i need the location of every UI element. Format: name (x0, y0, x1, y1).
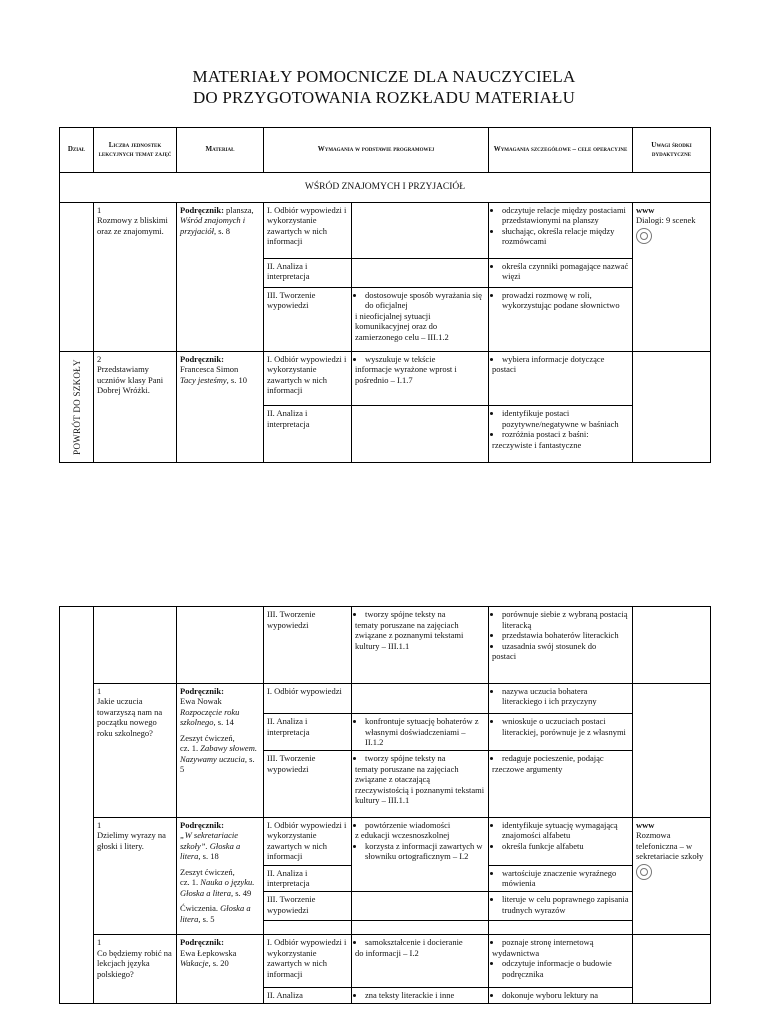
list-item: • identyfikuje postaci pozytywne/negatywne w baśniach (502, 408, 629, 429)
wym-podstawa (352, 714, 489, 751)
list-item: • powtórzenie wiadomości (365, 820, 485, 831)
list-item: • literuje w celu poprawnego zapisania trudnych wyrazów (502, 894, 629, 915)
lesson-cell (94, 351, 177, 462)
exercises-title: Głoska a litera (180, 903, 251, 924)
wym-podstawa (352, 892, 489, 921)
exercises-page: , s. 5 (198, 913, 215, 924)
wym-szczegolowe (489, 287, 633, 351)
list-item: • zna teksty literackie i inne (365, 990, 485, 1001)
wym-category: I. Odbiór wypowiedzi i wykorzystanie zawartych w nich informacji (264, 817, 352, 865)
list-item-cont: postaci (492, 364, 517, 375)
list-item: • tworzy spójne teksty na (365, 753, 485, 764)
header-row (60, 128, 711, 173)
exercises-label: Ćwiczenia. (180, 903, 218, 914)
lesson-number: 1 (97, 204, 102, 215)
wym-szczegolowe (489, 935, 633, 988)
table-row (60, 607, 711, 684)
list-item: • uzasadnia swój stosunek do (502, 641, 629, 652)
wym-category: II. Analiza i interpretacja (264, 714, 352, 751)
table-row (60, 683, 711, 714)
workbook-title: Nauka o języku. Głoska a litera (180, 877, 255, 898)
header-wymagania-szczegolowe: Wymagania szczegółowe – cele operacyjne (489, 128, 633, 173)
header-material: Materiał (177, 128, 264, 173)
list-item: • określa funkcje alfabetu (502, 841, 629, 852)
list-item: • identyfikuje sytuację wymagającą znajomości alfabetu (502, 820, 629, 841)
wym-szczegolowe (489, 607, 633, 684)
wym-category: I. Odbiór wypowiedzi i wykorzystanie zawartych w nich informacji (264, 202, 352, 258)
list-item-cont: do informacji – I.2 (355, 947, 419, 958)
dzial-cell-blank (60, 202, 94, 351)
wym-category: III. Tworzenie wypowiedzi (264, 287, 352, 351)
material-author: Ewa Nowak (180, 696, 222, 707)
lesson-cell (94, 683, 177, 817)
table-1 (59, 127, 711, 463)
material-label: Podręcznik: (180, 819, 224, 830)
header-wymagania-podstawa: Wymagania w podstawie programowej (264, 128, 489, 173)
wym-podstawa (352, 202, 489, 258)
lesson-number: 2 (97, 353, 102, 364)
material-cell (177, 935, 264, 1004)
uwagi-text: Dialogi: 9 scenek (636, 215, 696, 226)
header-dzial: Dział (60, 128, 94, 173)
wym-podstawa (352, 406, 489, 463)
page-title-line1: MATERIAŁY POMOCNICZE DLA NAUCZYCIELA (192, 67, 576, 86)
list-item: • samokształcenie i docieranie (365, 937, 485, 948)
material-page: , s. 10 (226, 374, 247, 385)
list-item: • redaguje pocieszenie, podając (502, 753, 629, 764)
wym-szczegolowe (489, 892, 633, 921)
header-uwagi: Uwagi środki dydaktyczne (633, 128, 711, 173)
wym-podstawa (352, 258, 489, 287)
material-cell (177, 202, 264, 351)
material-title: Rozpoczęcie roku szkolnego (180, 706, 240, 728)
wym-szczegolowe (489, 751, 633, 817)
wym-szczegolowe (489, 714, 633, 751)
wym-podstawa (352, 920, 489, 934)
list-item-cont: i nieoficjalnej sytuacji komunikacyjnej oraz do zamierzonego celu – III.1.2 (355, 310, 449, 342)
section-row (60, 172, 711, 202)
table-row (60, 935, 711, 988)
uwagi-cell (633, 607, 711, 684)
www-label: www (636, 819, 655, 830)
lesson-number: 1 (97, 819, 102, 830)
material-cell (177, 817, 264, 934)
material-label: Podręcznik: (180, 937, 224, 948)
header-liczba: Liczba jednostek lekcyjnych temat zajęć (94, 128, 177, 173)
wym-category: I. Odbiór wypowiedzi i wykorzystanie zawartych w nich informacji (264, 935, 352, 988)
wym-szczegolowe (489, 920, 633, 934)
list-item: • odczytuje relacje między postaciami przedstawionymi na planszy (502, 205, 629, 226)
list-item: • korzysta z informacji zawartych w słowniku ortograficznym – I.2 (365, 841, 485, 862)
workbook-part: cz. 1. (180, 743, 199, 754)
material-cell (177, 351, 264, 462)
material-page: , s. 18 (198, 851, 219, 862)
material-cell (177, 683, 264, 817)
workbook-title: Zabawy słowem. Nazywamy uczucia (180, 743, 257, 764)
list-item-cont: wydawnictwa (492, 947, 540, 958)
list-item: • słuchając, określa relacje między rozmówcami (502, 226, 629, 247)
wym-szczegolowe (489, 988, 633, 1004)
list-item: • dokonuje wyboru lektury na (502, 990, 629, 1001)
material-title: Tacy jesteśmy (180, 374, 227, 385)
lesson-cell (94, 935, 177, 1004)
www-label: www (636, 204, 655, 215)
wym-podstawa (352, 988, 489, 1004)
list-item-cont: rzeczowe argumenty (492, 763, 563, 774)
table-row (60, 351, 711, 406)
lesson-title: Co będziemy robić na lekcjach języka polskiego? (97, 947, 172, 979)
list-item-cont: rzeczywiste i fantastyczne (492, 439, 582, 450)
wym-podstawa (352, 607, 489, 684)
wym-szczegolowe (489, 351, 633, 406)
list-item: • prowadzi rozmowę w roli, wykorzystując podane słownictwo (502, 290, 629, 311)
wym-category: II. Analiza i interpretacja (264, 406, 352, 463)
lesson-number: 1 (97, 685, 102, 696)
wym-podstawa (352, 351, 489, 406)
section-heading: WŚRÓD ZNAJOMYCH I PRZYJACIÓŁ (60, 172, 711, 202)
dzial-cell-blank (60, 607, 94, 1004)
list-item: • rozróżnia postaci z baśni: (502, 429, 629, 440)
list-item: • tworzy spójne teksty na (365, 609, 485, 620)
material-cell (177, 607, 264, 684)
workbook-label: Zeszyt ćwiczeń, (180, 732, 235, 743)
cd-icon (636, 864, 652, 880)
list-item-cont: informacje wyrażone wprost i pośrednio – I.1.7 (355, 364, 457, 385)
uwagi-cell (633, 935, 711, 1004)
lesson-title: Rozmowy z bliskimi oraz ze znajomymi. (97, 215, 168, 236)
list-item: • wartościuje znaczenie wyraźnego mówienia (502, 868, 629, 889)
workbook-label: Zeszyt ćwiczeń, (180, 866, 235, 877)
uwagi-cell (633, 817, 711, 934)
list-item: • nazywa uczucia bohatera literackiego i ich przyczyny (502, 686, 629, 707)
list-item-cont: z edukacji wczesnoszkolnej (355, 830, 450, 841)
wym-szczegolowe (489, 817, 633, 865)
material-page: , s. 20 (208, 958, 229, 969)
list-item-cont: tematy poruszane na zajęciach związane z otaczającą rzeczywistością i poznanymi tekstami kultury – III.1.1 (355, 763, 485, 806)
wym-podstawa (352, 287, 489, 351)
wym-category: I. Odbiór wypowiedzi i wykorzystanie zawartych w nich informacji (264, 351, 352, 406)
wym-podstawa (352, 751, 489, 817)
lesson-cell (94, 607, 177, 684)
uwagi-cell (633, 202, 711, 351)
wym-category: I. Odbiór wypowiedzi (264, 683, 352, 714)
material-title: „W sekretariacie szkoły”. Głoska a litera (180, 830, 241, 862)
material-label: Podręcznik: (180, 204, 224, 215)
lesson-cell (94, 817, 177, 934)
wym-category: III. Tworzenie wypowiedzi (264, 751, 352, 817)
uwagi-cell (633, 351, 711, 462)
wym-category: II. Analiza i interpretacja (264, 258, 352, 287)
wym-szczegolowe (489, 406, 633, 463)
lesson-title: Dzielimy wyrazy na głoski i litery. (97, 830, 166, 851)
material-page: , s. 14 (213, 717, 234, 728)
table-row (60, 202, 711, 258)
wym-szczegolowe (489, 202, 633, 258)
list-item-cont: postaci (492, 651, 517, 661)
list-item: • określa czynniki pomagające nazwać więzi (502, 261, 629, 282)
list-item: • odczytuje informacje o budowie podręcznika (502, 958, 629, 979)
material-author: Ewa Łepkowska (180, 947, 237, 958)
wym-podstawa (352, 683, 489, 714)
page-title-line2: DO PRZYGOTOWANIA ROZKŁADU MATERIAŁU (192, 88, 576, 107)
lesson-cell (94, 202, 177, 351)
lesson-title: Jakie uczucia towarzyszą nam na początku nowego roku szkolnego? (97, 696, 163, 738)
list-item: • porównuje siebie z wybraną postacią literacką (502, 609, 629, 630)
material-label: Podręcznik: (180, 685, 224, 696)
wym-podstawa (352, 817, 489, 891)
workbook-page: , s. 5 (180, 753, 255, 775)
list-item: • konfrontuje sytuację bohaterów z własnymi doświadczeniami – II.1.2 (365, 716, 485, 748)
wym-category (264, 920, 352, 934)
table-row (60, 817, 711, 865)
workbook-page: , s. 49 (231, 887, 252, 898)
uwagi-cell (633, 683, 711, 817)
wym-szczegolowe (489, 683, 633, 714)
workbook-part: cz. 1. (180, 877, 199, 888)
list-item: • wyszukuje w tekście (365, 354, 485, 365)
dzial-label: POWRÓT DO SZKOŁY (71, 358, 82, 455)
wym-category: III. Tworzenie wypowiedzi (264, 607, 352, 684)
lesson-number: 1 (97, 937, 102, 948)
material-label: Podręcznik: (180, 353, 224, 364)
wym-szczegolowe (489, 865, 633, 892)
list-item: • poznaje stronę internetową (502, 937, 629, 948)
wym-category: III. Tworzenie wypowiedzi (264, 892, 352, 921)
list-item: • wybiera informacje dotyczące (502, 354, 629, 365)
list-item: • wnioskuje o uczuciach postaci literackiej, porównuje je z własnymi (502, 716, 629, 737)
material-author: Francesca Simon (180, 364, 239, 375)
material-title: Wakacje (180, 958, 209, 969)
list-item: • dostosowuje sposób wyrażania się do oficjalnej (365, 290, 485, 311)
material-text: plansza, (223, 204, 254, 215)
dzial-cell (60, 351, 94, 462)
wym-category: II. Analiza i interpretacja (264, 865, 352, 892)
material-page: , s. 8 (214, 225, 231, 236)
list-item-cont: tematy poruszane na zajęciach związane z poznanymi tekstami kultury – III.1.1 (355, 619, 464, 651)
lesson-title: Przedstawiamy uczniów klasy Pani Dobrej Wróżki. (97, 364, 164, 396)
wym-szczegolowe (489, 258, 633, 287)
wym-podstawa (352, 935, 489, 988)
uwagi-text: Rozmowa telefoniczna – w sekretariacie szkoły (636, 830, 704, 862)
table-2 (59, 606, 711, 1004)
material-title: Wśród znajomych i przyjaciół (180, 215, 246, 236)
wym-category: II. Analiza (264, 988, 352, 1004)
cd-icon (636, 228, 652, 244)
list-item: • przedstawia bohaterów literackich (502, 630, 629, 641)
